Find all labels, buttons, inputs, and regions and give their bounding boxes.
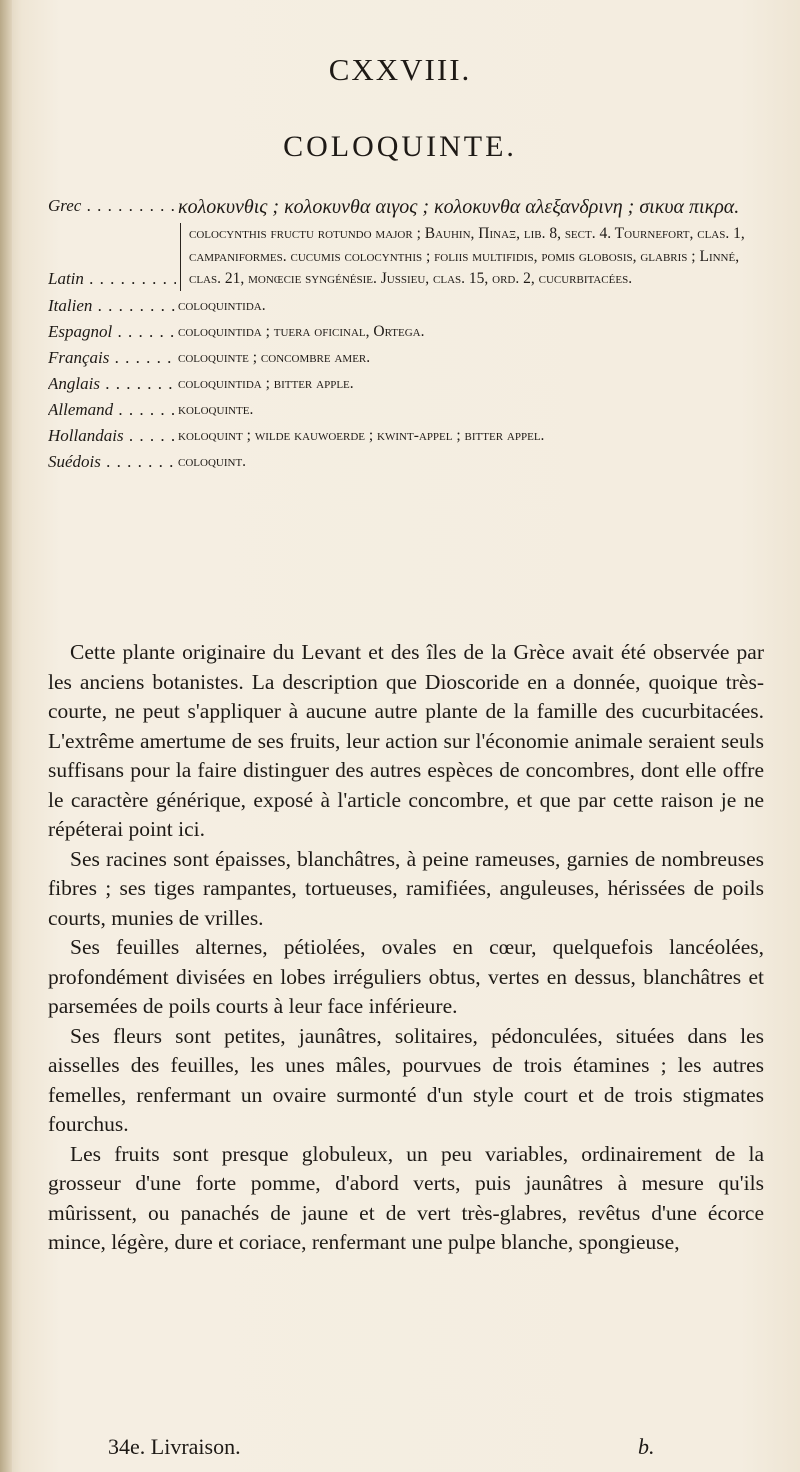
- paragraph: Ses racines sont épaisses, blanchâtres, à peine rameuses, garnies de nombreuses fibres ; ses tiges rampantes, tortueuses, ramifiées, anguleuses, hérissées de poils courts, munies de vrilles.: [48, 846, 764, 930]
- name-terms: coloquintida ; bitter apple.: [178, 374, 354, 392]
- page-number: CXXVIII.: [328, 52, 472, 87]
- printer-signature: 34e. Livraison.: [108, 1434, 241, 1459]
- name-row-suedois: [48, 450, 768, 473]
- name-row-anglais: [48, 372, 768, 395]
- name-terms: coloquint.: [178, 452, 247, 470]
- name-terms: coloquinte ; concombre amer.: [178, 348, 371, 366]
- name-row-francais: [48, 346, 768, 369]
- name-row-allemand: [48, 398, 768, 421]
- sheet-letter: b.: [638, 1434, 655, 1459]
- name-row-espagnol: [48, 320, 768, 343]
- name-terms: koloquint ; wilde kauwoerde ; kwint-appel ; bitter appel.: [178, 426, 545, 444]
- lang-label: Allemand . . .: [48, 398, 176, 421]
- name-terms: coloquintida ; tuera oficinal, Ortega.: [178, 322, 425, 340]
- lang-label: Anglais . . .: [48, 372, 176, 395]
- name-row-italien: [48, 294, 768, 317]
- paragraph: Ses feuilles alternes, pétiolées, ovales en cœur, quelquefois lancéolées, profondément divisées en lobes irréguliers obtus, vertes en dessus, blanchâtres et parsemées de poils courts à leur face inférieure.: [48, 935, 764, 1018]
- paragraph: Les fruits sont presque globuleux, un peu variables, ordinairement de la grosseur d'une forte pomme, d'abord verts, puis jaunâtres à mesure qu'ils mûrissent, ou panachés de jaune et de vert très-glabres, revêtus d'une écorce mince, légère, dure et coriace, renfermant une pulpe blanche, spongieuse,: [48, 1141, 764, 1254]
- paragraph: Ses fleurs sont petites, jaunâtres, solitaires, pédonculées, situées dans les aisselles des feuilles, les unes mâles, pourvues de trois étamines ; les autres femelles, renfermant un ovaire surmonté d'un style court et de trois stigmates fourchus.: [48, 1023, 764, 1136]
- lang-label: Hollandais . . .: [48, 424, 176, 447]
- lang-label: Latin . . .: [48, 267, 176, 290]
- lang-label: Grec . . .: [48, 194, 176, 217]
- name-terms: coloquintida.: [178, 296, 266, 314]
- lang-label: Français . . .: [48, 346, 176, 369]
- lang-label: Espagnol . . .: [48, 320, 176, 343]
- page-title: COLOQUINTE.: [283, 130, 517, 163]
- name-row-grec: [48, 194, 768, 220]
- name-row-hollandais: [48, 424, 768, 447]
- paragraph: Cette plante originaire du Levant et des îles de la Grèce avait été observée par les anciens botanistes. La description que Dioscoride en a donnée, quoique très-courte, ne peut s'appliquer à aucune autre plante de la famille des cucurbitacées. L'extrême amertume de ses fruits, leur action sur l'économie animale seraient seuls suffisans pour la faire distinguer des autres espèces de concombres, dont elle offre le caractère générique, exposé à l'article concombre, et que par cette raison je ne répéterai point ici.: [48, 640, 764, 841]
- name-terms: colocynthis fructu rotundo major ; Bauhin, Πιναξ, lib. 8, sect. 4. Tournefort, clas. 1, campaniformes. cucumis colocynthis ; foliis multifidis, pomis globosis, glabris ; Linné, clas. 21, monœcie syngénésie. Jussieu, clas. 15, ord. 2, cucurbitacées.: [180, 223, 768, 291]
- name-terms: koloquinte.: [178, 400, 254, 418]
- synonym-list: [48, 194, 768, 476]
- lang-label: Italien . . .: [48, 294, 176, 317]
- lang-label: Suédois . . .: [48, 450, 176, 473]
- body-text: [48, 638, 764, 1258]
- name-terms: κολοκυνθις ; κολοκυνθα αιγος ; κολοκυνθα αλεξανδρινη ; σικυα πικρα.: [178, 196, 740, 218]
- binding-edge: [0, 0, 12, 1472]
- name-row-latin: [48, 223, 768, 291]
